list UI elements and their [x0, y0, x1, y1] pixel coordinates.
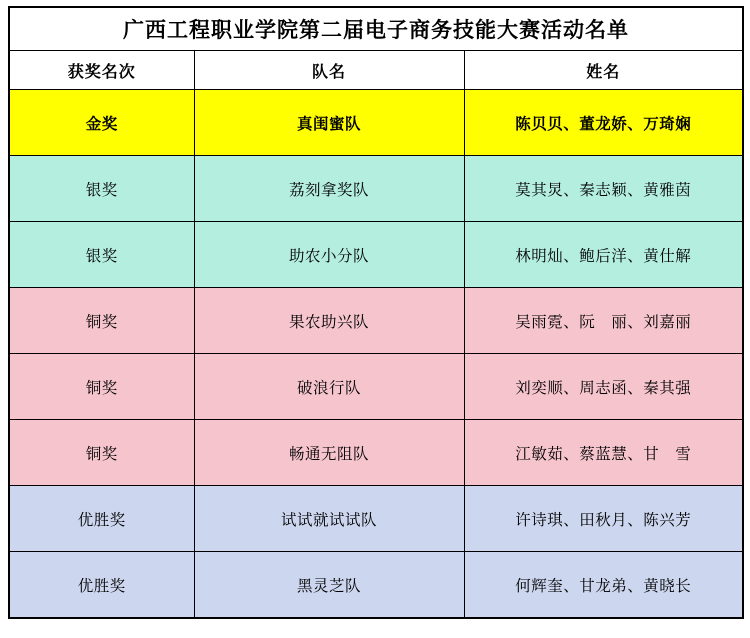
cell-rank	[9, 552, 194, 619]
column-header-rank: 获奖名次	[9, 51, 194, 90]
team-text: 试试就试试队	[280, 511, 377, 529]
cell-rank	[9, 288, 194, 354]
names-text: 刘奕顺、周志函、秦其强	[515, 379, 692, 397]
table-body	[9, 7, 743, 618]
cell-names	[464, 486, 743, 552]
cell-names	[464, 90, 743, 156]
cell-names	[464, 222, 743, 288]
table-row	[9, 486, 743, 552]
table-row	[9, 552, 743, 619]
table-row	[9, 288, 743, 354]
cell-rank	[9, 90, 194, 156]
column-header-team: 队名	[194, 51, 464, 90]
cell-rank	[9, 486, 194, 552]
cell-team	[194, 90, 464, 156]
page-title: 广西工程职业学院第二届电子商务技能大赛活动名单	[9, 7, 743, 51]
cell-team	[194, 354, 464, 420]
cell-names	[464, 288, 743, 354]
rank-text: 铜奖	[85, 379, 118, 397]
team-text: 畅通无阻队	[288, 445, 369, 463]
header-row	[9, 51, 743, 90]
rank-text: 优胜奖	[77, 511, 126, 529]
names-text: 莫其炅、秦志颖、黄雅茵	[515, 181, 692, 199]
names-text: 林明灿、鲍后洋、黄仕解	[515, 247, 692, 265]
team-text: 破浪行队	[296, 379, 361, 397]
cell-team	[194, 288, 464, 354]
cell-names	[464, 354, 743, 420]
cell-rank	[9, 222, 194, 288]
title-row	[9, 7, 743, 51]
cell-team	[194, 222, 464, 288]
table-row	[9, 420, 743, 486]
cell-rank	[9, 420, 194, 486]
rank-text: 银奖	[85, 181, 118, 199]
cell-team	[194, 156, 464, 222]
cell-names	[464, 156, 743, 222]
names-text: 吴雨霓、阮 丽、刘嘉丽	[515, 313, 692, 331]
rank-text: 铜奖	[85, 313, 118, 331]
team-text: 黑灵芝队	[296, 577, 361, 595]
names-text: 何辉奎、甘龙弟、黄晓长	[515, 577, 692, 595]
cell-names	[464, 420, 743, 486]
names-text: 江敏茹、蔡蓝慧、甘 雪	[515, 445, 692, 463]
rank-text: 铜奖	[85, 445, 118, 463]
table-row	[9, 90, 743, 156]
cell-rank	[9, 354, 194, 420]
team-text: 助农小分队	[288, 247, 369, 265]
cell-team	[194, 552, 464, 619]
table-row	[9, 222, 743, 288]
cell-rank	[9, 156, 194, 222]
rank-text: 银奖	[85, 247, 118, 265]
names-text: 陈贝贝、董龙娇、万琦娴	[515, 115, 692, 133]
table-row	[9, 156, 743, 222]
team-text: 果农助兴队	[288, 313, 369, 331]
cell-team	[194, 420, 464, 486]
team-text: 真闺蜜队	[296, 115, 361, 133]
column-header-names: 姓名	[464, 51, 743, 90]
team-text: 荔刻拿奖队	[288, 181, 369, 199]
cell-names	[464, 552, 743, 619]
names-text: 许诗琪、田秋月、陈兴芳	[515, 511, 692, 529]
rank-text: 金奖	[85, 115, 118, 133]
award-list-table	[8, 6, 744, 619]
table-row	[9, 354, 743, 420]
cell-team	[194, 486, 464, 552]
rank-text: 优胜奖	[77, 577, 126, 595]
